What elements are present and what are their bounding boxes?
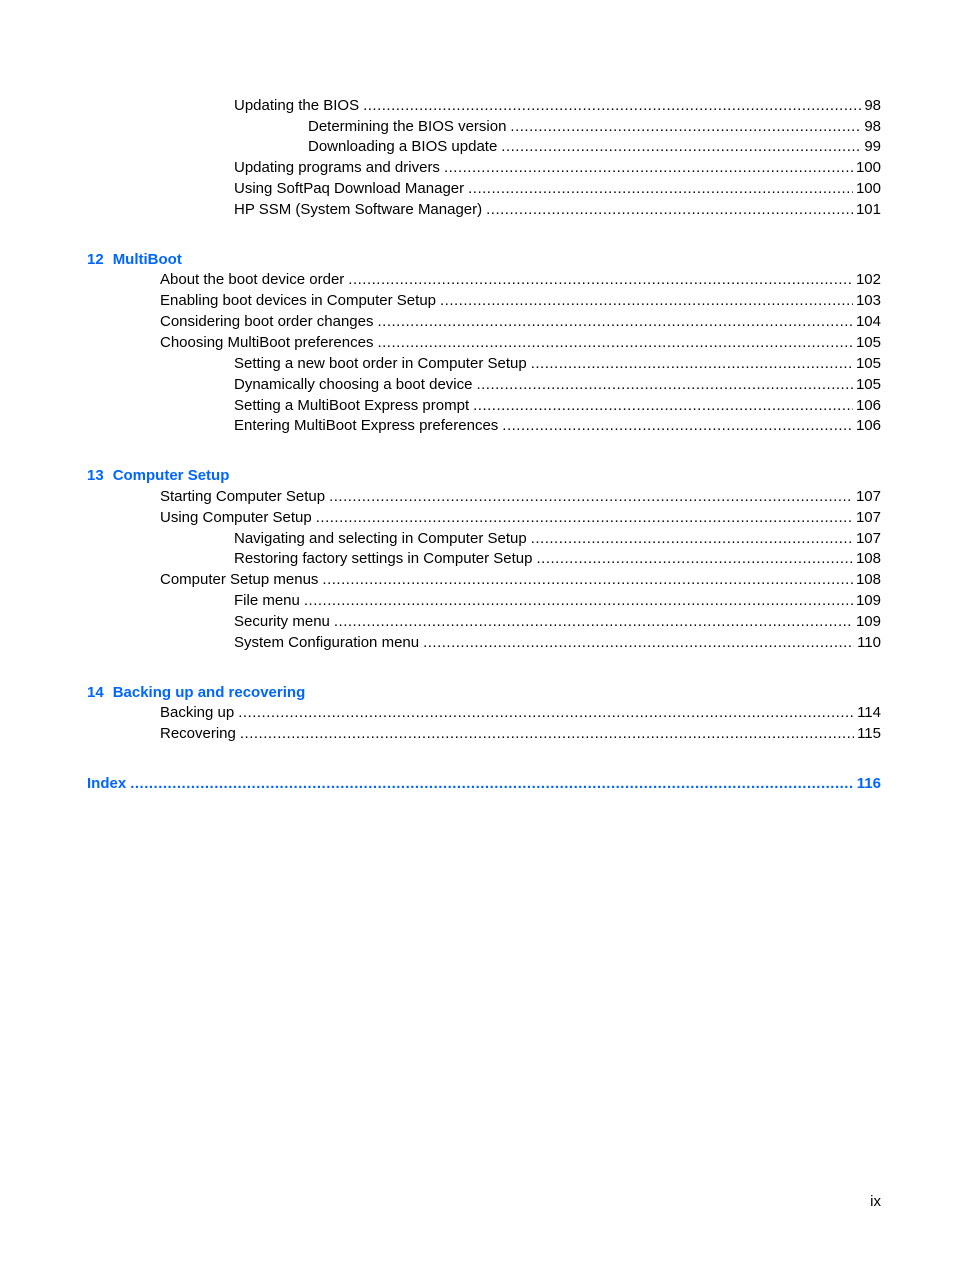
toc-entry-title: Restoring factory settings in Computer Setup [234, 550, 533, 567]
toc-entry-page: 106 [855, 417, 881, 434]
toc-entry[interactable] [234, 96, 881, 116]
toc-entry[interactable] [160, 270, 881, 290]
toc-entry-page: 105 [855, 355, 881, 372]
chapter-title: Computer Setup [112, 467, 230, 484]
toc-entry-title: Entering MultiBoot Express preferences [234, 417, 499, 434]
toc-entry-title: Updating the BIOS [234, 97, 360, 114]
dot-leader [440, 291, 853, 311]
toc-entry-title: Downloading a BIOS update [308, 138, 498, 155]
toc-entry[interactable] [234, 200, 881, 220]
toc-entry-title: Using Computer Setup [160, 509, 312, 526]
toc-entry-title: Determining the BIOS version [308, 118, 507, 135]
chapter-title: MultiBoot [112, 251, 182, 268]
chapter-number: 12 [87, 251, 104, 268]
dot-leader [240, 724, 854, 744]
toc-entry[interactable] [234, 591, 881, 611]
dot-leader [316, 508, 853, 528]
toc-entry[interactable] [234, 633, 881, 653]
dot-leader [329, 487, 853, 507]
dot-leader [334, 612, 853, 632]
toc-entry-title: Setting a MultiBoot Express prompt [234, 397, 470, 414]
chapter-heading-backing-up[interactable] [87, 683, 305, 703]
toc-entry-title: Recovering [160, 725, 236, 742]
toc-entry[interactable] [160, 333, 881, 353]
toc-entry-page: 116 [856, 775, 881, 792]
toc-entry-page: 106 [855, 397, 881, 414]
toc-entry-page: 105 [855, 334, 881, 351]
toc-entry-page: 100 [855, 159, 881, 176]
toc-entry[interactable] [234, 158, 881, 178]
toc-entry-page: 114 [857, 704, 881, 721]
dot-leader [377, 333, 853, 353]
dot-leader [486, 200, 853, 220]
toc-entry-title: System Configuration menu [234, 634, 420, 651]
dot-leader [510, 117, 861, 137]
toc-entry[interactable] [160, 487, 881, 507]
dot-leader [444, 158, 853, 178]
dot-leader [502, 416, 853, 436]
toc-entry-title: HP SSM (System Software Manager) [234, 201, 483, 218]
dot-leader [322, 570, 853, 590]
toc-entry-title: Security menu [234, 613, 330, 630]
toc-entry-page: 107 [855, 509, 881, 526]
toc-entry-title: Choosing MultiBoot preferences [160, 334, 374, 351]
toc-entry-page: 108 [855, 571, 881, 588]
dot-leader [501, 137, 861, 157]
toc-entry-title: About the boot device order [160, 271, 345, 288]
toc-entry-page: 109 [855, 613, 881, 630]
dot-leader [531, 354, 853, 374]
dot-leader [304, 591, 853, 611]
toc-entry-title: Enabling boot devices in Computer Setup [160, 292, 437, 309]
toc-entry-title: Using SoftPaq Download Manager [234, 180, 465, 197]
toc-entry[interactable] [160, 508, 881, 528]
toc-entry-title: Updating programs and drivers [234, 159, 440, 176]
toc-entry[interactable] [160, 724, 881, 744]
dot-leader [531, 529, 853, 549]
toc-entry-page: 107 [855, 530, 881, 547]
toc-entry-page: 108 [855, 550, 881, 567]
chapter-heading-multiboot[interactable] [87, 250, 182, 270]
toc-entry-page: 105 [855, 376, 881, 393]
dot-leader [348, 270, 853, 290]
toc-entry-page: 98 [864, 118, 881, 135]
chapter-title: Backing up and recovering [112, 684, 306, 701]
dot-leader [363, 96, 861, 116]
toc-entry-page: 107 [855, 488, 881, 505]
dot-leader [238, 703, 854, 723]
chapter-heading-computer-setup[interactable] [87, 466, 229, 486]
dot-leader [130, 774, 854, 794]
toc-entry-page: 102 [855, 271, 881, 288]
dot-leader [536, 549, 852, 569]
toc-entry-page: 110 [857, 634, 881, 651]
toc-entry-title: Considering boot order changes [160, 313, 374, 330]
toc-entry-page: 104 [855, 313, 881, 330]
toc-entry[interactable] [234, 612, 881, 632]
dot-leader [468, 179, 853, 199]
toc-index-entry[interactable] [87, 774, 881, 794]
toc-entry[interactable] [308, 117, 881, 137]
toc-entry-page: 101 [855, 201, 881, 218]
toc-entry-page: 103 [855, 292, 881, 309]
dot-leader [473, 396, 853, 416]
toc-entry-page: 100 [855, 180, 881, 197]
toc-entry-title: Backing up [160, 704, 235, 721]
toc-entry-page: 99 [864, 138, 881, 155]
toc-entry-title: File menu [234, 592, 300, 609]
toc-entry-title: Starting Computer Setup [160, 488, 326, 505]
toc-entry-title: Index [87, 775, 127, 792]
toc-entry[interactable] [234, 179, 881, 199]
toc-entry[interactable] [160, 703, 881, 723]
toc-entry-page: 98 [864, 97, 881, 114]
chapter-number: 13 [87, 467, 104, 484]
toc-entry-page: 109 [855, 592, 881, 609]
toc-entry[interactable] [234, 416, 881, 436]
toc-entry[interactable] [234, 375, 881, 395]
toc-entry[interactable] [234, 549, 881, 569]
toc-entry[interactable] [160, 570, 881, 590]
toc-entry[interactable] [160, 291, 881, 311]
toc-entry-page: 115 [857, 725, 881, 742]
toc-entry-title: Navigating and selecting in Computer Setup [234, 530, 527, 547]
dot-leader [476, 375, 853, 395]
toc-entry-title: Dynamically choosing a boot device [234, 376, 473, 393]
toc-entry[interactable] [234, 354, 881, 374]
toc-entry[interactable] [160, 312, 881, 332]
toc-entry[interactable] [234, 396, 881, 416]
toc-entry[interactable] [308, 137, 881, 157]
page-number: ix [870, 1193, 881, 1210]
chapter-number: 14 [87, 684, 104, 701]
toc-entry-title: Computer Setup menus [160, 571, 319, 588]
dot-leader [423, 633, 854, 653]
toc-entry-title: Setting a new boot order in Computer Setup [234, 355, 527, 372]
toc-entry[interactable] [234, 529, 881, 549]
dot-leader [377, 312, 852, 332]
